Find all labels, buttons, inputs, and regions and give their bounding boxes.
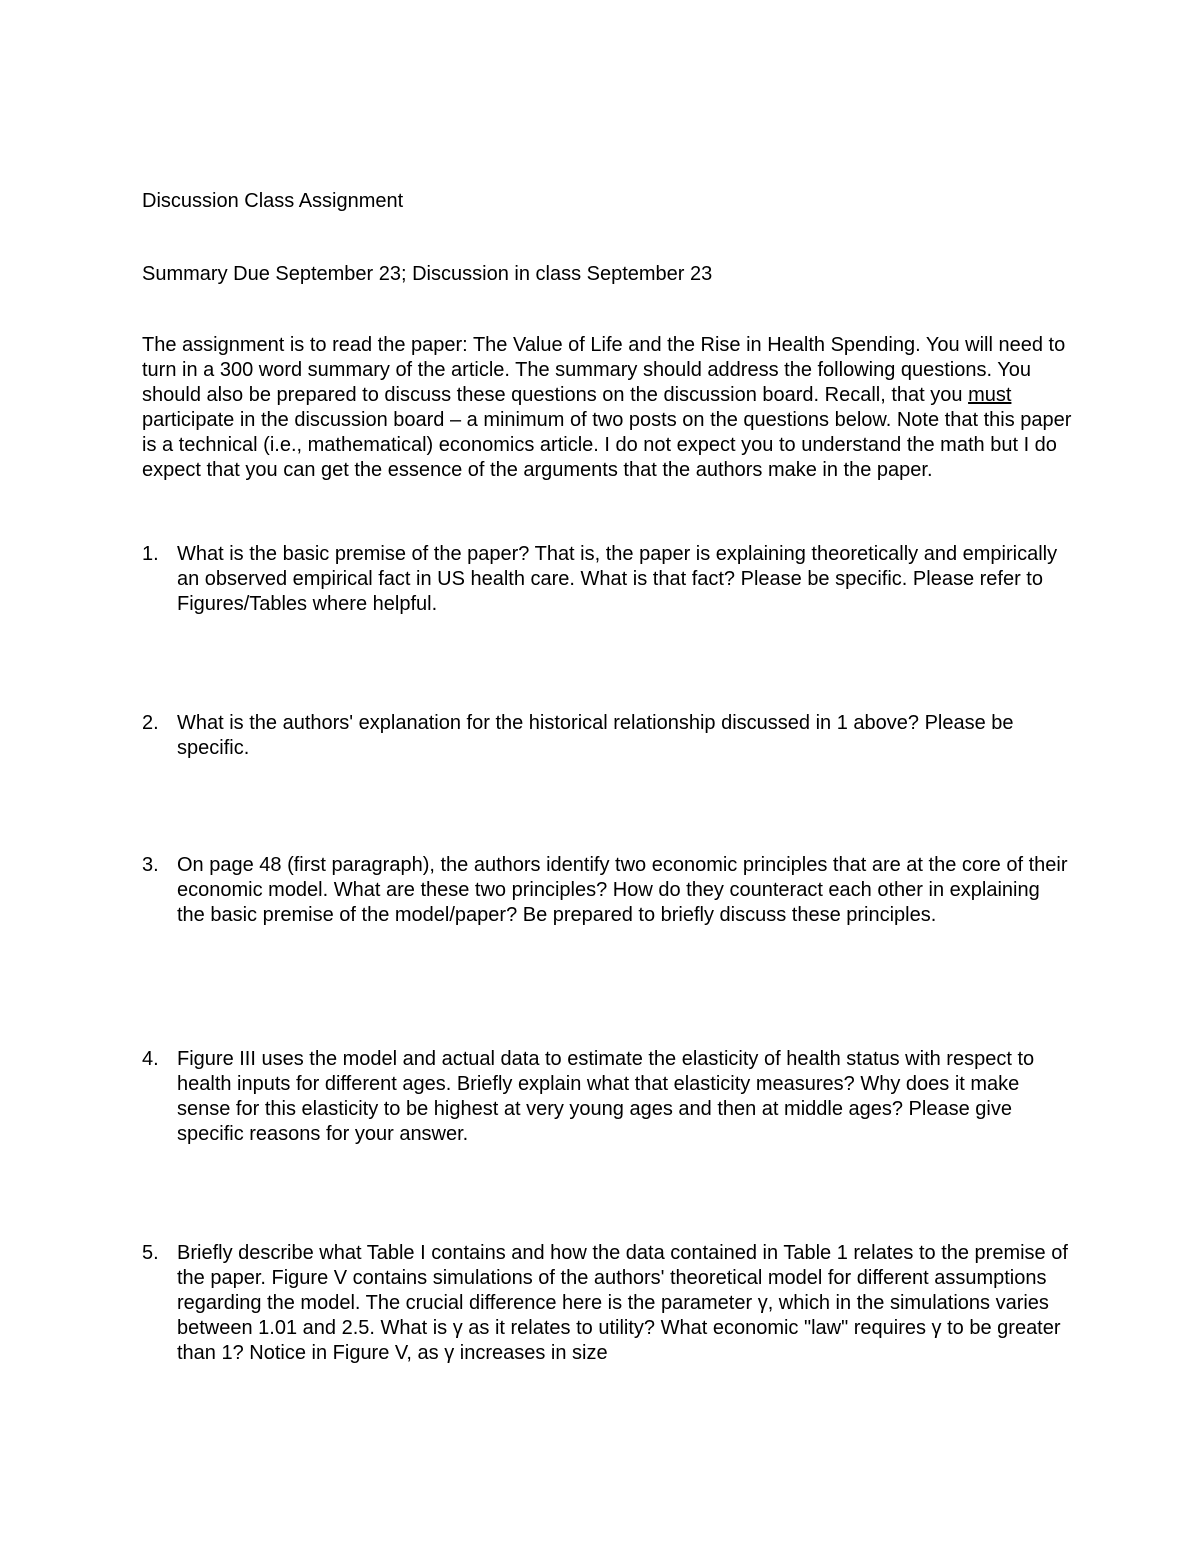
question-text: What is the basic premise of the paper? That is, the paper is explaining theoretically and empirically an observed empirical fact in US health care. What is that fact? Please be specific. Please refer to Figures/Tables where helpful.	[177, 543, 1058, 615]
question-item-5	[142, 1241, 1072, 1366]
question-item-2	[142, 711, 1072, 761]
question-item-3	[142, 853, 1072, 928]
document-title: Discussion Class Assignment	[142, 190, 404, 212]
question-number: 4.	[142, 1048, 159, 1070]
intro-emphasis-must: must	[968, 384, 1012, 406]
intro-paragraph	[142, 333, 1072, 483]
question-number: 1.	[142, 543, 159, 565]
question-number: 2.	[142, 712, 159, 734]
question-text: What is the authors' explanation for the historical relationship discussed in 1 above? Please be specific.	[177, 712, 1014, 759]
intro-text-end: participate in the discussion board – a minimum of two posts on the questions below. Note that this paper is a technical (i.e., mathematical) economics article. I do not expect you to understand the math but I do expect that you can get the essence of the arguments that the authors make in the paper.	[142, 409, 1072, 481]
document-body	[142, 189, 1072, 1364]
question-number: 3.	[142, 854, 159, 876]
question-number: 5.	[142, 1242, 159, 1264]
question-text: Briefly describe what Table I contains and how the data contained in Table 1 relates to the premise of the paper. Figure V contains simulations of the authors' theoretical model for different assumptions regarding the model. The crucial difference here is the parameter γ, which in the simulations varies between 1.01 and 2.5. What is γ as it relates to utility? What economic "law" requires γ to be greater than 1? Notice in Figure V, as γ increases in size	[177, 1242, 1068, 1364]
intro-text-start: The assignment is to read the paper: The Value of Life and the Rise in Health Spending. You will need to turn in a 300 word summary of the article. The summary should address the following questions. You should also be prepared to discuss these questions on the discussion board. Recall, that you	[142, 334, 1066, 406]
due-date-line: Summary Due September 23; Discussion in class September 23	[142, 263, 713, 285]
question-item-1	[142, 542, 1072, 617]
question-item-4	[142, 1047, 1072, 1147]
question-text: Figure III uses the model and actual data to estimate the elasticity of health status with respect to health inputs for different ages. Briefly explain what that elasticity measures? Why does it make sense for this elasticity to be highest at very young ages and then at middle ages? Please give specific reasons for your answer.	[177, 1048, 1035, 1145]
question-text: On page 48 (first paragraph), the authors identify two economic principles that are at the core of their economic model. What are these two principles? How do they counteract each other in explaining the basic premise of the model/paper? Be prepared to briefly discuss these principles.	[177, 854, 1068, 926]
